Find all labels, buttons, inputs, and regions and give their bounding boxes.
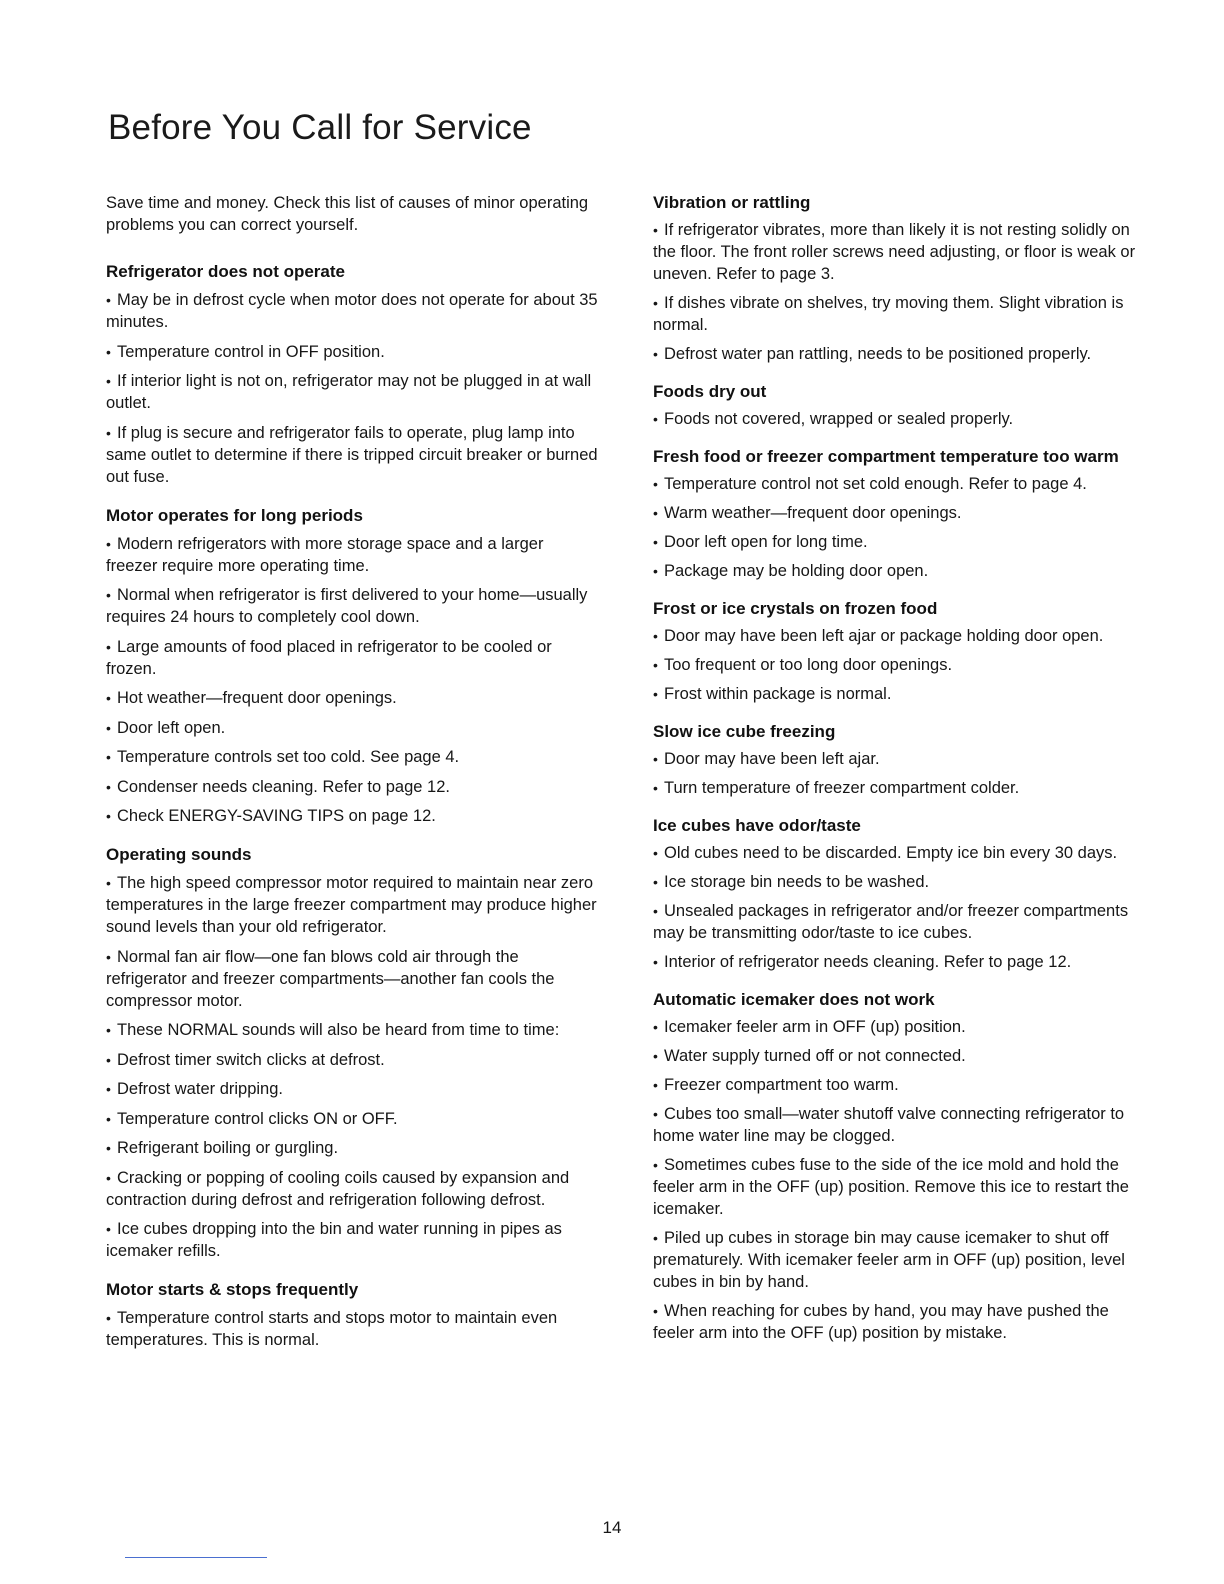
list-item-text: Door left open.: [117, 718, 226, 737]
list-item: [106, 872, 598, 938]
list-item: [653, 1154, 1141, 1220]
list-item-text: Warm weather—frequent door openings.: [664, 504, 962, 522]
bullet-list: [653, 625, 1141, 705]
list-item-text: Condenser needs cleaning. Refer to page 12.: [117, 777, 450, 796]
list-item: [106, 1108, 598, 1130]
section-heading: Ice cubes have odor/taste: [653, 816, 861, 835]
intro-text: Save time and money. Check this list of causes of minor operating problems you can correct yourself.: [106, 194, 589, 234]
section-heading: Operating sounds: [106, 845, 252, 864]
list-item-text: May be in defrost cycle when motor does not operate for about 35 minutes.: [106, 291, 598, 331]
list-item: [653, 531, 1141, 553]
section-refrigerator-does-not-operate: [106, 261, 598, 488]
list-item: [106, 1049, 598, 1071]
list-item-text: Turn temperature of freezer compartment colder.: [664, 779, 1020, 797]
list-item-text: Normal fan air flow—one fan blows cold air through the refrigerator and freezer compartments—another fan cools the compressor motor.: [106, 947, 555, 1010]
list-item: [106, 746, 598, 768]
list-item: [106, 1167, 598, 1211]
list-item-text: Freezer compartment too warm.: [664, 1076, 899, 1094]
section-motor-starts-stops-frequently: [106, 1279, 598, 1351]
page-title: Before You Call for Service: [108, 108, 532, 147]
bullet-list: [106, 289, 598, 488]
list-item: [653, 654, 1141, 676]
list-item: [106, 341, 598, 363]
list-item-text: Refrigerant boiling or gurgling.: [117, 1139, 339, 1157]
list-item: [653, 625, 1141, 647]
section-heading: Frost or ice crystals on frozen food: [653, 599, 938, 618]
list-item-text: Door may have been left ajar.: [664, 750, 880, 768]
list-item-text: Door left open for long time.: [664, 533, 868, 551]
list-item: [653, 1103, 1141, 1147]
section-heading: Vibration or rattling: [653, 193, 811, 212]
list-item: [106, 805, 598, 827]
section-operating-sounds: [106, 844, 598, 1262]
bullet-list: [653, 842, 1141, 973]
list-item-text: Cracking or popping of cooling coils caused by expansion and contraction during defrost and refrigeration following defrost.: [106, 1168, 570, 1209]
bullet-list: [653, 748, 1141, 799]
list-item: [653, 502, 1141, 524]
list-item-text: Defrost water pan rattling, needs to be positioned properly.: [664, 345, 1092, 363]
list-item-text: Normal when refrigerator is first delivered to your home—usually requires 24 hours to completely cool down.: [106, 586, 588, 626]
bullet-list: [653, 408, 1141, 430]
left-column: [106, 192, 598, 1368]
list-item-text: Water supply turned off or not connected.: [664, 1047, 966, 1065]
list-item-text: Interior of refrigerator needs cleaning. Refer to page 12.: [664, 953, 1072, 971]
section-slow-ice-cube-freezing: [653, 721, 1141, 799]
list-item: [106, 946, 598, 1012]
list-item: [653, 748, 1141, 770]
list-item: [653, 871, 1141, 893]
list-item: [106, 717, 598, 739]
list-item-text: Ice storage bin needs to be washed.: [664, 873, 930, 891]
list-item: [653, 408, 1141, 430]
list-item-text: Temperature controls set too cold. See page 4.: [117, 748, 460, 766]
section-heading: Automatic icemaker does not work: [653, 990, 935, 1009]
section-vibration-or-rattling: [653, 192, 1141, 365]
list-item: [106, 1019, 598, 1041]
left-sections: [106, 261, 598, 1351]
list-item-text: Sometimes cubes fuse to the side of the ice mold and hold the feeler arm in the OFF (up) position. Remove this ice to restart the icemaker.: [653, 1156, 1129, 1218]
list-item-text: Temperature control not set cold enough. Refer to page 4.: [664, 475, 1087, 493]
right-column: [653, 192, 1141, 1360]
list-item: [106, 776, 598, 798]
section-foods-dry-out: [653, 381, 1141, 430]
section-ice-cubes-have-odor-taste: [653, 815, 1141, 973]
list-item-text: Temperature control starts and stops motor to maintain even temperatures. This is normal.: [106, 1309, 558, 1349]
list-item-text: Check ENERGY-SAVING TIPS on page 12.: [117, 807, 436, 825]
list-item: [653, 560, 1141, 582]
list-item: [106, 289, 598, 333]
list-item: [653, 951, 1141, 973]
list-item: [106, 533, 598, 577]
list-item-text: The high speed compressor motor required to maintain near zero temperatures in the large freezer compartment may produce higher sound levels than your old refrigerator.: [106, 874, 597, 936]
list-item-text: Frost within package is normal.: [664, 685, 892, 703]
section-heading: Slow ice cube freezing: [653, 722, 836, 741]
list-item: [106, 422, 598, 488]
list-item: [106, 1307, 598, 1351]
list-item-text: Ice cubes dropping into the bin and water running in pipes as icemaker refills.: [106, 1220, 562, 1260]
right-sections: [653, 192, 1141, 1344]
list-item: [106, 1137, 598, 1159]
list-item: [653, 1300, 1141, 1344]
list-item: [653, 219, 1141, 285]
list-item-text: Door may have been left ajar or package holding door open.: [664, 627, 1104, 645]
list-item: [106, 636, 598, 680]
list-item: [106, 584, 598, 628]
page-number: 14: [602, 1518, 622, 1537]
section-heading: Refrigerator does not operate: [106, 262, 345, 281]
section-frost-or-ice-crystals-on-frozen-food: [653, 598, 1141, 705]
section-automatic-icemaker-does-not-work: [653, 989, 1141, 1344]
list-item-text: Temperature control clicks ON or OFF.: [117, 1109, 398, 1128]
section-motor-operates-for-long-periods: [106, 505, 598, 828]
list-item-text: If refrigerator vibrates, more than likely it is not resting solidly on the floor. The front roller screws need adjusting, or floor is weak or uneven. Refer to page 3.: [653, 221, 1136, 283]
list-item: [106, 370, 598, 414]
list-item-text: Old cubes need to be discarded. Empty ice bin every 30 days.: [664, 844, 1118, 862]
list-item: [653, 777, 1141, 799]
list-item-text: If dishes vibrate on shelves, try moving them. Slight vibration is normal.: [653, 294, 1124, 334]
bullet-list: [653, 1016, 1141, 1344]
list-item-text: Package may be holding door open.: [664, 562, 929, 580]
list-item-text: Too frequent or too long door openings.: [664, 656, 953, 674]
list-item-text: If plug is secure and refrigerator fails to operate, plug lamp into same outlet to determine if there is tripped circuit breaker or burned out fuse.: [106, 423, 598, 486]
list-item-text: Unsealed packages in refrigerator and/or freezer compartments may be transmitting odor/taste to ice cubes.: [653, 902, 1129, 942]
list-item: [653, 473, 1141, 495]
section-heading: Motor operates for long periods: [106, 505, 363, 525]
list-item-text: Foods not covered, wrapped or sealed properly.: [664, 410, 1014, 428]
bullet-list: [106, 1307, 598, 1351]
list-item-text: Defrost timer switch clicks at defrost.: [117, 1050, 385, 1069]
bullet-list: [106, 533, 598, 828]
section-fresh-food-or-freezer-compartment-temperature-too-warm: [653, 446, 1141, 582]
list-item-text: Hot weather—frequent door openings.: [117, 689, 397, 707]
section-heading: Foods dry out: [653, 382, 767, 401]
list-item-text: Cubes too small—water shutoff valve connecting refrigerator to home water line may be clogged.: [653, 1105, 1125, 1145]
list-item: [106, 1078, 598, 1100]
list-item-text: Piled up cubes in storage bin may cause icemaker to shut off prematurely. With icemaker feeler arm in OFF (up) position, level cubes in bin by hand.: [653, 1229, 1125, 1291]
bullet-list: [653, 219, 1141, 365]
list-item: [106, 1218, 598, 1262]
list-item-text: Large amounts of food placed in refrigerator to be cooled or frozen.: [106, 637, 552, 678]
list-item-text: Icemaker feeler arm in OFF (up) position.: [664, 1018, 966, 1036]
bullet-list: [653, 473, 1141, 582]
list-item: [653, 900, 1141, 944]
list-item-text: Temperature control in OFF position.: [117, 342, 385, 361]
list-item: [653, 1016, 1141, 1038]
section-heading: Fresh food or freezer compartment temperature too warm: [653, 447, 1119, 466]
list-item: [106, 687, 598, 709]
list-item-text: These NORMAL sounds will also be heard from time to time:: [117, 1021, 560, 1039]
list-item-text: Defrost water dripping.: [117, 1080, 283, 1098]
section-heading: Motor starts & stops frequently: [106, 1280, 359, 1299]
footer-divider: [125, 1557, 267, 1558]
bullet-list: [106, 872, 598, 1262]
list-item: [653, 683, 1141, 705]
list-item: [653, 842, 1141, 864]
list-item-text: If interior light is not on, refrigerator may not be plugged in at wall outlet.: [106, 372, 592, 412]
list-item-text: Modern refrigerators with more storage space and a larger freezer require more operating time.: [106, 534, 544, 575]
list-item: [653, 292, 1141, 336]
list-item-text: When reaching for cubes by hand, you may have pushed the feeler arm into the OFF (up) position by mistake.: [653, 1302, 1109, 1342]
list-item: [653, 1074, 1141, 1096]
list-item: [653, 1227, 1141, 1293]
list-item: [653, 1045, 1141, 1067]
list-item: [653, 343, 1141, 365]
